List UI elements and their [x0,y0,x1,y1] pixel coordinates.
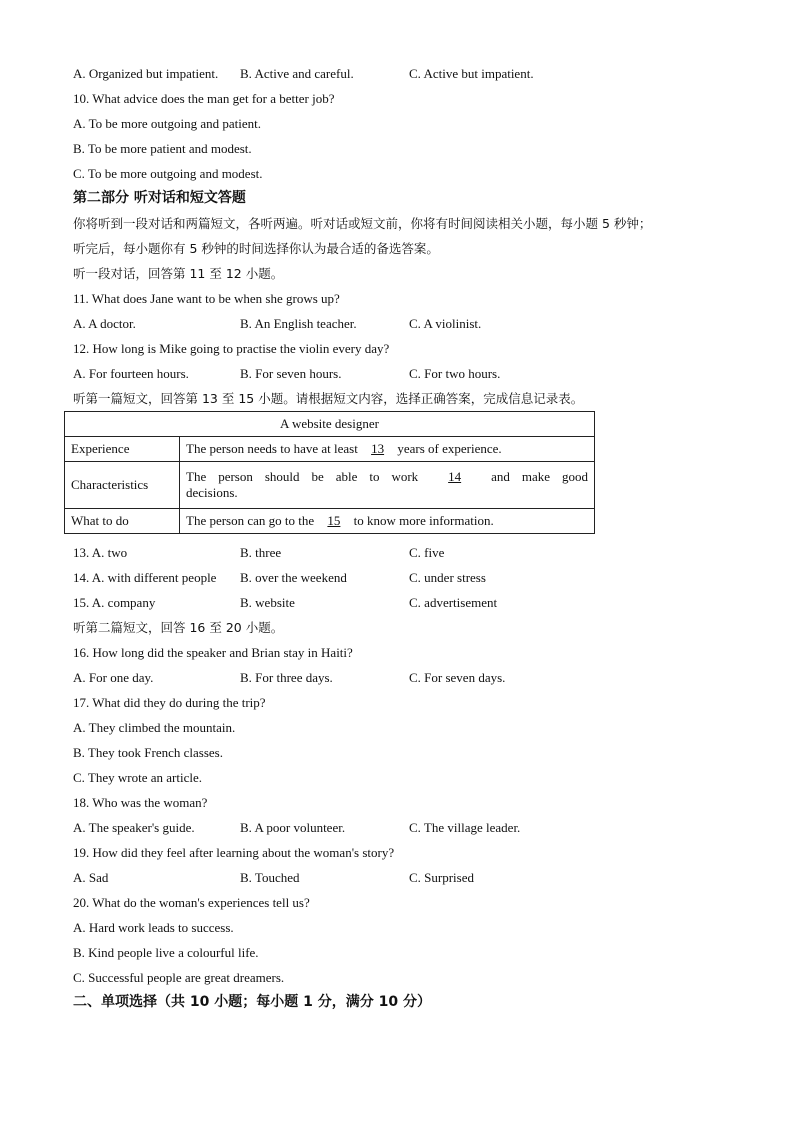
q15-options [73,595,713,611]
question-12: 12. How long is Mike going to practise the violin every day? [73,341,390,356]
option-a: A. Sad [73,870,109,885]
q10-option-b: B. To be more patient and modest. [73,141,252,156]
blank-15: 15 [327,513,341,528]
q20-option-b: B. Kind people live a colourful life. [73,945,259,960]
q17-option-a: A. They climbed the mountain. [73,720,236,735]
table-row [65,509,595,534]
option-c: C. For two hours. [409,366,501,381]
q9-options [73,66,713,82]
option-a: A. The speaker's guide. [73,820,195,835]
row-value-characteristics: The person should be able to work 14 and make good decisions. [180,462,595,509]
question-20: 20. What do the woman's experiences tell us? [73,895,310,910]
option-c: C. Surprised [409,870,474,885]
option-a: 14. A. with different people [73,570,217,585]
q20-option-a: A. Hard work leads to success. [73,920,234,935]
table-title: A website designer [65,412,595,437]
option-b: B. An English teacher. [240,316,357,331]
question-19: 19. How did they feel after learning about the woman's story? [73,845,395,860]
option-c: C. advertisement [409,595,498,610]
part2-instruction-2: 听完后，每小题你有 5 秒钟的时间选择你认为最合适的备选答案。 [73,241,439,256]
row-value-experience: The person needs to have at least 13 years of experience. [180,437,595,462]
option-b: B. three [240,545,282,560]
blank-14: 14 [448,469,462,484]
row-value-what-to-do: The person can go to the 15 to know more information. [180,509,595,534]
q16-options [73,670,713,686]
part2-heading: 第二部分 听对话和短文答题 [73,190,246,206]
option-a: 13. A. two [73,545,128,560]
q14-options [73,570,713,586]
option-a: A. For fourteen hours. [73,366,189,381]
option-a: 15. A. company [73,595,156,610]
part2-instruction-1: 你将听到一段对话和两篇短文，各听两遍。听对话或短文前，你将有时间阅读相关小题，每小题 5 秒钟； [73,216,652,231]
q13-options [73,545,713,561]
option-c: C. Active but impatient. [409,66,534,81]
blank-13: 13 [371,441,385,456]
q20-option-c: C. Successful people are great dreamers. [73,970,285,985]
question-18: 18. Who was the woman? [73,795,208,810]
option-b: B. Active and careful. [240,66,354,81]
passage2-instruction: 听第二篇短文，回答 16 至 20 小题。 [73,620,284,635]
option-a: A. Organized but impatient. [73,66,219,81]
q10-option-a: A. To be more outgoing and patient. [73,116,262,131]
option-b: B. Touched [240,870,300,885]
dialog-instruction: 听一段对话，回答第 11 至 12 小题。 [73,266,284,281]
option-c: C. A violinist. [409,316,482,331]
option-b: B. For seven hours. [240,366,342,381]
row-label-what-to-do: What to do [65,509,180,534]
option-a: A. For one day. [73,670,154,685]
row-label-characteristics: Characteristics [65,462,180,509]
option-b: B. website [240,595,295,610]
option-a: A. A doctor. [73,316,136,331]
q18-options [73,820,713,836]
q10-option-c: C. To be more outgoing and modest. [73,166,263,181]
info-record-table [64,411,595,534]
option-c: C. five [409,545,445,560]
q11-options [73,316,713,332]
option-c: C. The village leader. [409,820,521,835]
table-row [65,462,595,509]
option-b: B. over the weekend [240,570,347,585]
q17-option-c: C. They wrote an article. [73,770,202,785]
option-c: C. under stress [409,570,486,585]
question-17: 17. What did they do during the trip? [73,695,266,710]
section2-heading: 二、单项选择（共 10 小题；每小题 1 分，满分 10 分） [73,994,431,1010]
option-b: B. For three days. [240,670,333,685]
q19-options [73,870,713,886]
passage1-instruction: 听第一篇短文，回答第 13 至 15 小题。请根据短文内容，选择正确答案，完成信息记录表。 [73,391,584,406]
option-c: C. For seven days. [409,670,506,685]
table-row [65,437,595,462]
q17-option-b: B. They took French classes. [73,745,223,760]
q12-options [73,366,713,382]
row-label-experience: Experience [65,437,180,462]
option-b: B. A poor volunteer. [240,820,346,835]
question-16: 16. How long did the speaker and Brian stay in Haiti? [73,645,353,660]
question-10: 10. What advice does the man get for a better job? [73,91,335,106]
question-11: 11. What does Jane want to be when she grows up? [73,291,340,306]
